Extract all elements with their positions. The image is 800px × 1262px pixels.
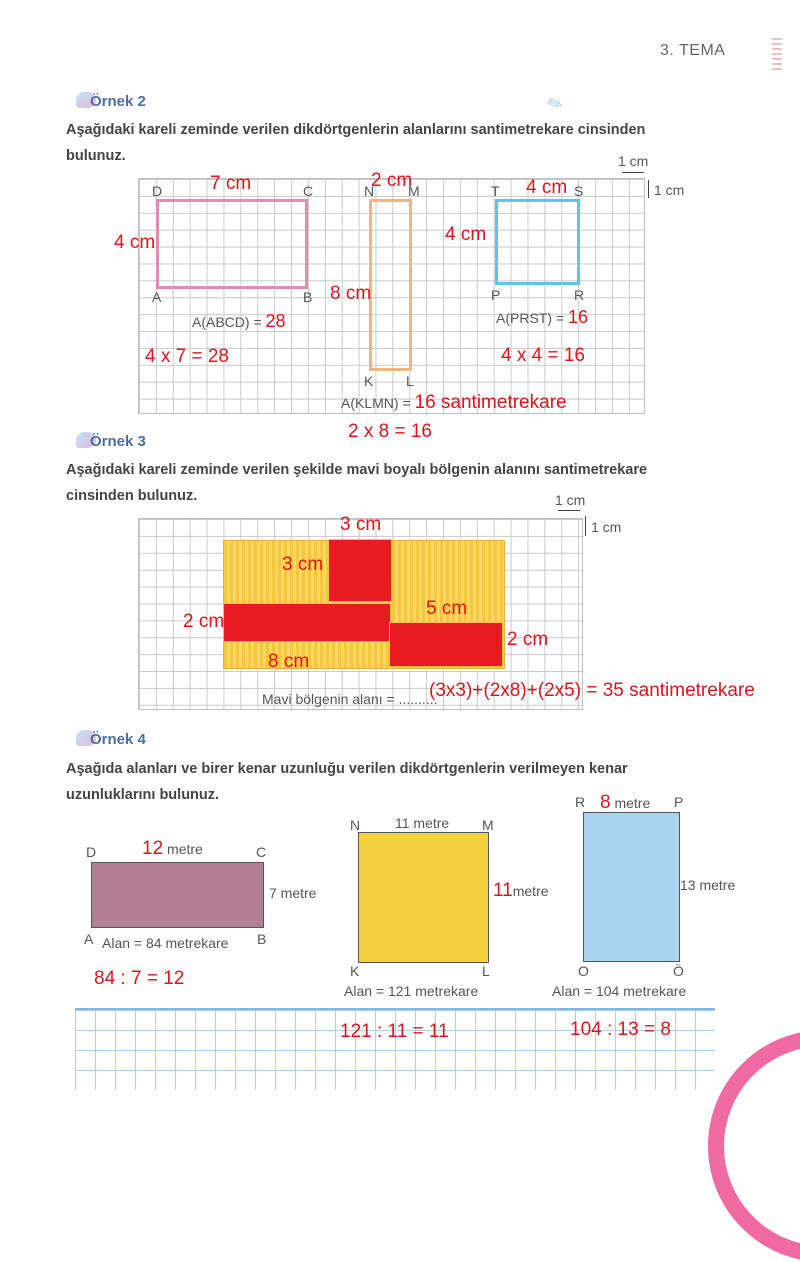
example-4-question: Aşağıda alanları ve birer kenar uzunluğu verilen dikdörtgenlerin verilmeyen kenar uzunluklarını bulunuz.: [66, 761, 628, 803]
rectangle-2: [358, 832, 489, 963]
r2-side-length: 11metre: [493, 880, 549, 901]
prst-side-length: 4 cm: [445, 224, 487, 245]
abcd-area-label: A(ABCD) = 28: [192, 311, 286, 331]
vertex-s: S: [574, 183, 584, 199]
abcd-side-length: 4 cm: [114, 232, 156, 253]
unit-horizontal: 1 cm: [618, 153, 649, 169]
decorative-pink-arc: [708, 1030, 800, 1262]
vertex-n: N: [364, 183, 375, 199]
red-square: [328, 539, 392, 602]
abcd-top-length: 7 cm: [210, 173, 252, 194]
label-5cm: 5 cm: [426, 598, 468, 619]
vertex-c: C: [303, 183, 314, 199]
r2-calculation: 121 : 11 = 11: [340, 1021, 449, 1042]
example-2-title: Örnek 2: [76, 92, 146, 110]
r3-vertex-r: R: [575, 794, 586, 810]
r1-vertex-a: A: [84, 931, 94, 947]
example-2-question: Aşağıdaki kareli zeminde verilen dikdörtgenlerin alanlarını santimetrekare cinsinden bulunuz.: [66, 122, 646, 164]
klmn-side-length: 8 cm: [330, 283, 372, 304]
r1-calculation: 84 : 7 = 12: [94, 968, 185, 989]
label-8cm: 8 cm: [268, 651, 310, 672]
label-2cm-left: 2 cm: [183, 611, 225, 632]
unit-vertical-3: 1 cm: [591, 519, 622, 535]
example-4-title: Örnek 4: [76, 730, 146, 748]
theme-label: 3. TEMA: [660, 42, 726, 59]
label-3cm-square: 3 cm: [282, 554, 324, 575]
unit-v-mark: [648, 180, 649, 198]
r3-top-length: 8 metre: [600, 792, 651, 813]
rectangle-3: [583, 812, 680, 962]
unit-vertical: 1 cm: [654, 182, 685, 198]
r1-vertex-d: D: [86, 844, 97, 860]
example-3-question: Aşağıdaki kareli zeminde verilen şekilde mavi boyalı bölgenin alanını santimetrekare cinsinden bulunuz.: [66, 462, 648, 504]
vertex-k: K: [364, 373, 374, 389]
r3-side-length: 13 metre: [680, 877, 736, 893]
vertex-p: P: [491, 287, 501, 303]
red-rect-right: [389, 622, 503, 667]
r2-top-length: 11 metre: [395, 815, 450, 831]
vertex-t: T: [491, 183, 500, 199]
r1-vertex-b: B: [257, 931, 267, 947]
prst-calculation: 4 x 4 = 16: [501, 345, 585, 366]
example-3-title: Örnek 3: [76, 432, 146, 450]
label-3cm-top: 3 cm: [340, 514, 382, 535]
prst-top-length: 4 cm: [526, 177, 568, 198]
rectangle-1: [91, 862, 264, 928]
r1-vertex-c: C: [256, 844, 267, 860]
r2-vertex-n: N: [350, 817, 361, 833]
unit-h-mark-3: [558, 510, 580, 511]
klmn-top-length: 2 cm: [371, 170, 413, 191]
shaded-area-answer: (3x3)+(2x8)+(2x5) = 35 santimetrekare: [429, 680, 755, 701]
r3-vertex-o2: Ö: [673, 963, 684, 979]
vertex-b: B: [303, 289, 313, 305]
abcd-calculation: 4 x 7 = 28: [145, 346, 229, 367]
pen-doodle-icon: ✎: [544, 91, 567, 117]
r2-vertex-l: L: [482, 963, 490, 979]
unit-v-mark-3: [585, 516, 586, 536]
unit-h-mark: [622, 172, 644, 173]
r3-vertex-p: P: [674, 794, 684, 810]
r2-area: Alan = 121 metrekare: [344, 983, 479, 999]
vertex-r: R: [574, 287, 585, 303]
r2-vertex-m: M: [482, 817, 494, 833]
r3-vertex-o: O: [578, 963, 589, 979]
shaded-area-label: Mavi bölgenin alanı = ..........: [262, 691, 438, 707]
rectangle-abcd: [156, 199, 308, 289]
vertex-l: L: [406, 373, 414, 389]
label-2cm-right: 2 cm: [507, 629, 549, 650]
rectangle-prst: [495, 199, 580, 285]
r3-area: Alan = 104 metrekare: [552, 983, 687, 999]
r2-vertex-k: K: [350, 963, 360, 979]
klmn-calculation: 2 x 8 = 16: [348, 421, 432, 442]
red-rect-left: [223, 603, 391, 642]
r1-side-length: 7 metre: [269, 885, 317, 901]
side-decoration: [772, 38, 782, 72]
r1-top-length: 12 metre: [142, 838, 203, 859]
prst-area-label: A(PRST) = 16: [496, 307, 588, 327]
vertex-m: M: [408, 183, 420, 199]
klmn-area-label: A(KLMN) = 16 santimetrekare: [341, 392, 567, 413]
rectangle-klmn: [369, 199, 412, 371]
r3-calculation: 104 : 13 = 8: [570, 1019, 671, 1040]
vertex-a: A: [152, 289, 162, 305]
vertex-d: D: [152, 183, 163, 199]
r1-area: Alan = 84 metrekare: [102, 935, 229, 951]
unit-horizontal-3: 1 cm: [555, 492, 586, 508]
